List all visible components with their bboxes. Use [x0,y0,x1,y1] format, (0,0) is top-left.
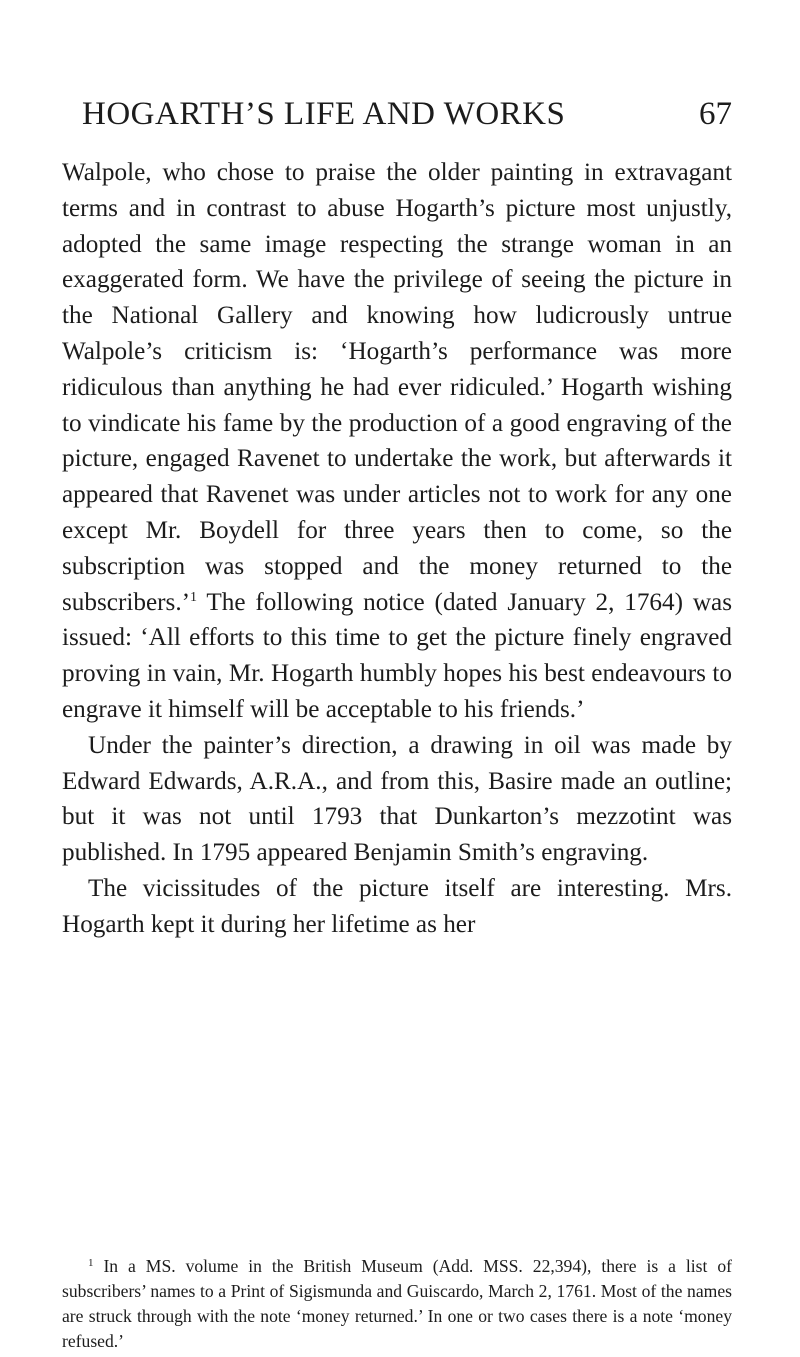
paragraph-1 [62,155,732,728]
footnote-marker: 1 [88,1257,94,1269]
paragraph-1-text-before-note: Walpole, who chose to praise the older painting in extravagant terms and in contrast to abuse Hogarth’s picture most unjustly, adopted the same image respecting the strange woman in an exaggerated form. We have the privilege of seeing the picture in the National Gallery and knowing how ludicrously untrue Walpole’s criticism is: ‘Hogarth’s performance was more ridiculous than anything he had ever ridiculed.’ Hogarth wishing to vindicate his fame by the production of a good engraving of the picture, engaged Ravenet to undertake the work, but afterwards it appeared that Ravenet was under articles not to work for any one except Mr. Boydell for three years then to come, so the subscription was stopped and the money returned to the subscribers.’ [62,159,732,616]
paragraph-3: The vicissitudes of the picture itself are interesting. Mrs. Hogarth kept it during her lifetime as her [62,874,732,938]
page-number: 67 [699,96,732,132]
footnote-paragraph [62,1254,732,1354]
paragraph-2: Under the painter’s direction, a drawing in oil was made by Edward Edwards, A.R.A., and from this, Basire made an outline; but it was not until 1793 that Dunkarton’s mezzotint was published. In 1795 appeared Benjamin Smith’s engraving. [62,731,732,867]
footnote-reference: 1 [190,589,198,605]
running-head: HOGARTH’S LIFE AND WORKS [82,96,566,132]
body-text [62,155,732,943]
footnote-text: In a MS. volume in the British Museum (Add. MSS. 22,394), there is a list of subscribers’ names to a Print of Sigismunda and Guiscardo, March 2, 1761. Most of the names are struck through with the note ‘money returned.’ In one or two cases there is a note ‘money refused.’ [62,1256,732,1351]
paragraph-1-text-after-note: The following notice (dated January 2, 1764) was issued: ‘All efforts to this time to get the picture finely engraved proving in vain, Mr. Hogarth humbly hopes his best endeavours to engrave it himself will be acceptable to his friends.’ [62,588,732,723]
footnote [62,1254,732,1354]
page-header [82,92,732,136]
